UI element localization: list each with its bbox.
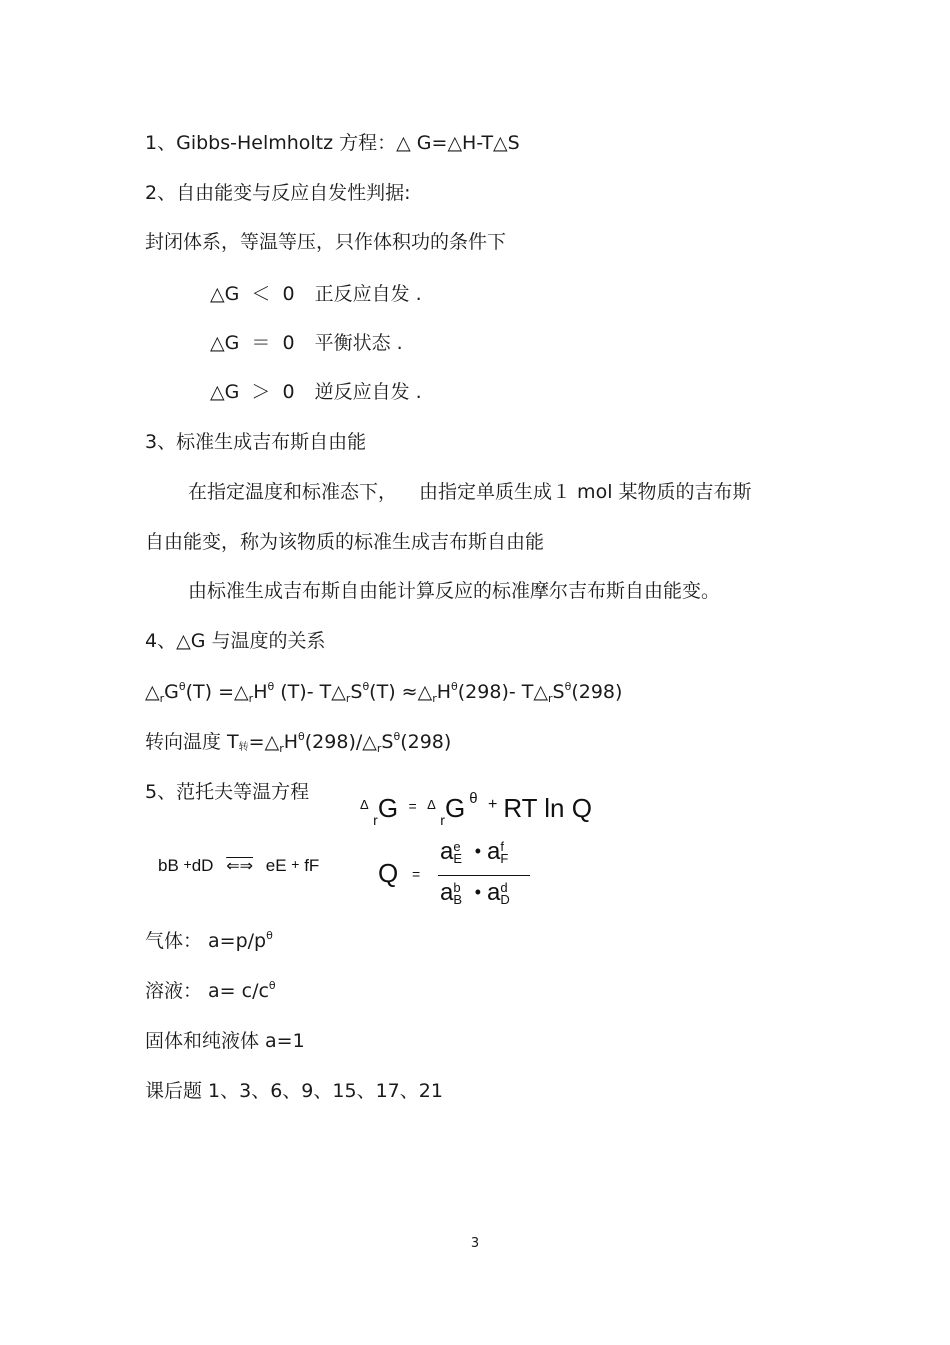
operator: =: [212, 681, 235, 703]
criterion-op: ＝: [251, 332, 271, 354]
operator: - T: [508, 681, 534, 703]
symbol: S: [381, 731, 394, 753]
superscript: θ: [564, 680, 572, 693]
symbol: S: [552, 681, 565, 703]
symbol: (T): [369, 681, 396, 703]
operator: =△: [248, 731, 280, 753]
scripts: [500, 841, 508, 865]
paragraph-line: [188, 479, 752, 505]
subscript: r: [373, 812, 378, 828]
superscript: b: [453, 880, 461, 895]
gibbs-helmholtz-text: Gibbs-Helmholtz 方程：△ G=△H-T△S: [176, 132, 520, 154]
symbol: (T): [185, 681, 213, 703]
solid-liquid-activity: 固体和纯液体 a=1: [145, 1030, 305, 1052]
superscript: d: [500, 880, 508, 895]
superscript: θ: [469, 790, 478, 807]
delta-symbol: △: [533, 681, 548, 703]
subscript: r: [432, 692, 437, 705]
value: (298)/△: [304, 731, 377, 753]
activity: a: [440, 838, 454, 865]
criterion-desc: 正反应自发 .: [314, 283, 422, 305]
criterion-rhs: 0: [282, 381, 295, 403]
gas-activity: [145, 928, 273, 954]
operator: +: [183, 856, 192, 872]
subscript: r: [440, 812, 445, 828]
delta-symbol: △: [234, 681, 249, 703]
criterion-row: [210, 330, 403, 356]
vanthoff-equation: [360, 790, 592, 828]
paragraph-line: 自由能变，称为该物质的标准生成吉布斯自由能: [145, 531, 545, 553]
subscript: r: [376, 742, 382, 755]
symbol: H: [436, 681, 452, 703]
reactant: dD: [191, 856, 214, 875]
superscript: θ: [267, 680, 275, 693]
criterion-lhs: △G: [210, 381, 240, 403]
paragraph-part: 在指定温度和标准态下，: [188, 481, 398, 503]
section-3-title: 3、标准生成吉布斯自由能: [145, 431, 367, 453]
reaction-equation: [158, 856, 319, 876]
operator: +: [291, 856, 300, 872]
subscript: r: [248, 692, 254, 705]
symbol: G: [377, 793, 399, 823]
symbol: RT ln Q: [503, 793, 592, 823]
symbol: (T): [280, 681, 307, 703]
scripts: [500, 882, 509, 906]
condition-text: 封闭体系，等温等压，只作体积功的条件下: [145, 231, 507, 253]
symbol: G: [164, 681, 179, 703]
q-equals: =: [412, 866, 421, 882]
symbol: G: [444, 793, 466, 823]
value: (298): [457, 681, 509, 703]
criterion-desc: 逆反应自发 .: [314, 381, 422, 403]
subscript: 转: [238, 742, 249, 753]
reactant: bB: [158, 856, 179, 875]
symbol: S: [350, 681, 363, 703]
operator: =: [408, 798, 417, 814]
delta-symbol: △: [417, 681, 433, 703]
item-number: 1、: [145, 132, 177, 154]
subscript: D: [500, 892, 510, 907]
superscript: f: [500, 839, 504, 854]
page-number: 3: [470, 1236, 480, 1251]
criterion-row: [210, 379, 422, 405]
subscript: r: [159, 692, 165, 705]
value: a=p/p: [208, 930, 267, 952]
symbol: H: [283, 731, 299, 753]
label: 转向温度 T: [145, 731, 239, 753]
criterion-rhs: 0: [282, 283, 295, 305]
subscript: F: [500, 851, 509, 866]
equilibrium-arrow: ⇐⇒: [226, 858, 253, 875]
fraction-bar: [438, 875, 530, 876]
delta-symbol: △: [145, 681, 160, 703]
scripts: [453, 882, 462, 906]
superscript: θ: [393, 730, 401, 743]
value: a= c/c: [208, 980, 269, 1002]
delta-symbol: Δ: [360, 797, 369, 812]
value: (298): [400, 731, 452, 753]
dot-operator: •: [474, 882, 482, 902]
q-denominator: [440, 879, 510, 907]
operator: +: [487, 796, 498, 813]
superscript: θ: [268, 979, 276, 992]
section-2-title: 2、自由能变与反应自发性判据:: [145, 182, 411, 204]
q-symbol: Q: [378, 858, 399, 888]
q-numerator: [440, 838, 508, 866]
product: eE: [265, 856, 287, 875]
superscript: e: [453, 839, 461, 854]
subscript: r: [548, 692, 553, 705]
turning-temperature-equation: [145, 729, 451, 761]
value: (298): [571, 681, 623, 703]
symbol: H: [253, 681, 268, 703]
criterion-row: [210, 281, 422, 307]
operator: ≈: [395, 681, 418, 703]
label: 气体：: [145, 930, 203, 952]
superscript: θ: [178, 680, 186, 693]
dot-operator: •: [474, 841, 482, 861]
label: 溶液：: [145, 980, 203, 1002]
superscript: θ: [451, 680, 458, 693]
paragraph-line: 由标准生成吉布斯自由能计算反应的标准摩尔吉布斯自由能变。: [188, 580, 721, 602]
product: fF: [304, 856, 320, 875]
criterion-lhs: △G: [210, 332, 240, 354]
solution-activity: [145, 978, 276, 1004]
subscript: B: [453, 892, 463, 907]
criterion-op: ＞: [251, 381, 271, 403]
criterion-desc: 平衡状态 .: [314, 332, 403, 354]
superscript: θ: [298, 730, 305, 743]
activity: a: [487, 838, 501, 865]
line-gibbs-helmholtz: [145, 130, 520, 156]
paragraph-part: 由指定单质生成１ mol 某物质的吉布斯: [419, 481, 752, 503]
scripts: [453, 841, 462, 865]
criterion-rhs: 0: [282, 332, 295, 354]
superscript: θ: [266, 929, 273, 942]
activity: a: [487, 879, 501, 906]
subscript: r: [279, 742, 284, 755]
subscript: r: [345, 692, 351, 705]
subscript: E: [453, 851, 463, 866]
delta-g-temperature-equation: [145, 679, 622, 705]
section-4-title: 4、△G 与温度的关系: [145, 630, 326, 652]
delta-symbol: Δ: [427, 797, 436, 812]
criterion-lhs: △G: [210, 283, 240, 305]
delta-symbol: △: [331, 681, 346, 703]
activity: a: [440, 879, 454, 906]
operator: - T: [306, 681, 332, 703]
superscript: θ: [362, 680, 370, 693]
section-5-title: 5、范托夫等温方程: [145, 781, 310, 803]
criterion-op: ＜: [251, 283, 271, 305]
homework-list: 课后题 1、3、6、9、15、17、21: [145, 1080, 443, 1102]
